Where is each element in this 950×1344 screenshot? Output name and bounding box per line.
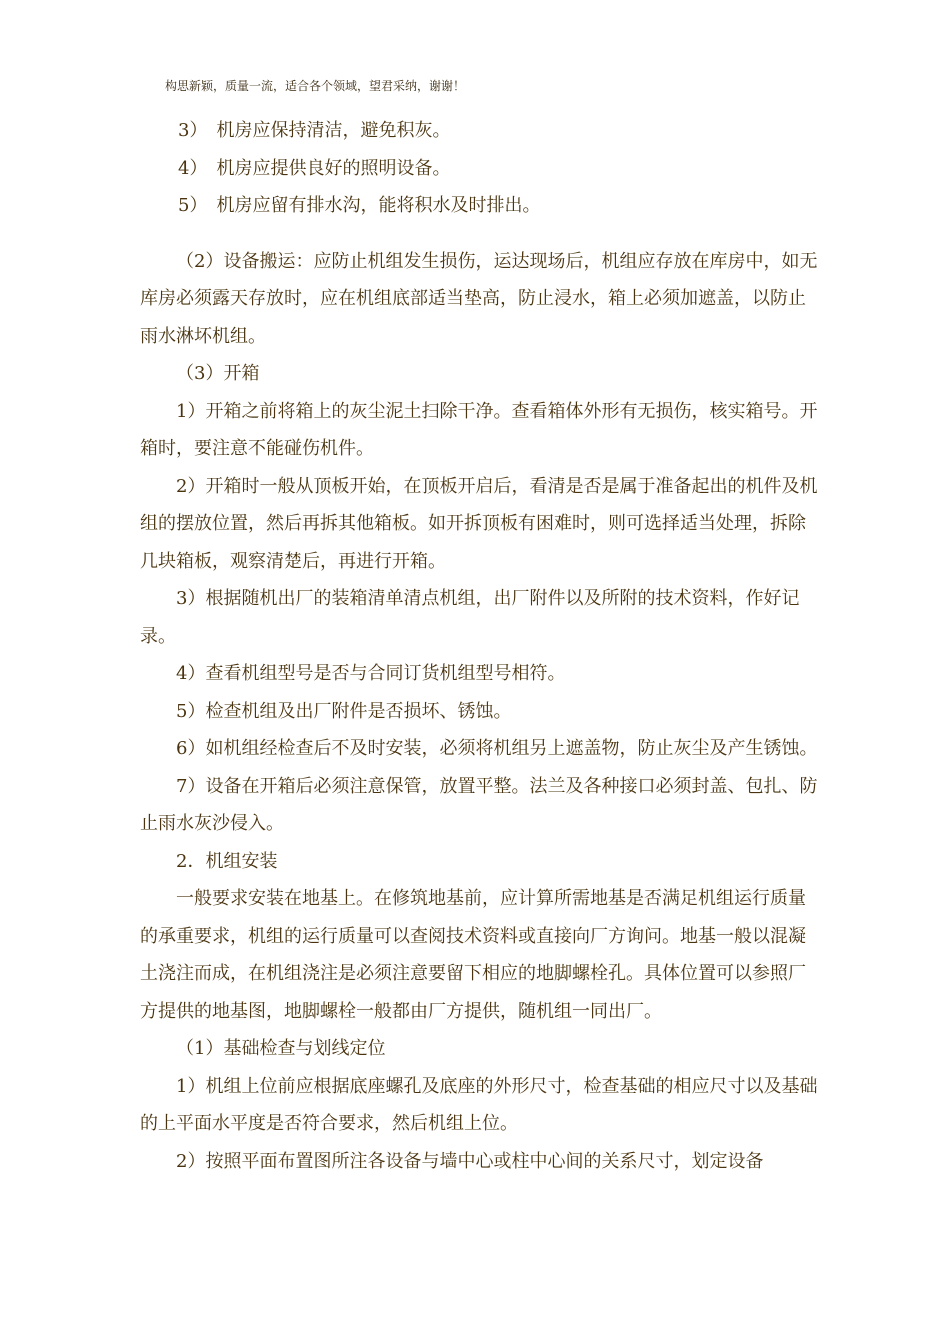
paragraph: 1）开箱之前将箱上的灰尘泥土扫除干净。查看箱体外形有无损伤，核实箱号。开箱时，要注意不能碰伤机件。: [140, 400, 818, 459]
paragraph: 5）检查机组及出厂附件是否损坏、锈蚀。: [176, 700, 512, 722]
paragraph: 一般要求安装在地基上。在修筑地基前，应计算所需地基是否满足机组运行质量的承重要求，机组的运行质量可以查阅技术资料或直接向厂方询问。地基一般以混凝土浇注而成，在机组浇注是必须注意要留下相应的地脚螺栓孔。具体位置可以参照厂方提供的地基图，地脚螺栓一般都由厂方提供，随机组一同出厂。: [140, 888, 806, 1022]
paragraph: 1）机组上位前应根据底座螺孔及底座的外形尺寸，检查基础的相应尺寸以及基础的上平面水平度是否符合要求，然后机组上位。: [140, 1075, 818, 1134]
document-body: [140, 112, 820, 1180]
paragraph: （2）设备搬运：应防止机组发生损伤，运达现场后，机组应存放在库房中，如无库房必须露天存放时，应在机组底部适当垫高，防止浸水，箱上必须加遮盖，以防止雨水淋坏机组。: [140, 250, 818, 347]
paragraph: 2）按照平面布置图所注各设备与墙中心或柱中心间的关系尺寸，划定设备: [176, 1150, 764, 1172]
section-heading: 2．机组安装: [176, 850, 278, 872]
paragraph: 2）开箱时一般从顶板开始，在顶板开启后，看清是否是属于准备起出的机件及机组的摆放位置，然后再拆其他箱板。如开拆顶板有困难时，则可选择适当处理，拆除几块箱板，观察清楚后，再进行开箱。: [140, 475, 818, 572]
paragraph: 3）根据随机出厂的装箱清单清点机组，出厂附件以及所附的技术资料，作好记录。: [140, 588, 800, 647]
list-item: 4） 机房应提供良好的照明设备。: [178, 157, 451, 179]
list-item: 3） 机房应保持清洁，避免积灰。: [178, 120, 451, 141]
list-item: 5） 机房应留有排水沟，能将积水及时排出。: [178, 195, 541, 216]
section-heading: （3）开箱: [176, 363, 260, 384]
section-heading: （1）基础检查与划线定位: [176, 1038, 386, 1059]
section-gap: [140, 225, 820, 243]
page-header: 构思新颖，质量一流，适合各个领域，望君采纳，谢谢！: [165, 79, 466, 93]
paragraph: 7）设备在开箱后必须注意保管，放置平整。法兰及各种接口必须封盖、包扎、防止雨水灰沙侵入。: [140, 775, 818, 834]
paragraph: 6）如机组经检查后不及时安装，必须将机组另上遮盖物，防止灰尘及产生锈蚀。: [176, 738, 818, 759]
paragraph: 4）查看机组型号是否与合同订货机组型号相符。: [176, 663, 566, 684]
